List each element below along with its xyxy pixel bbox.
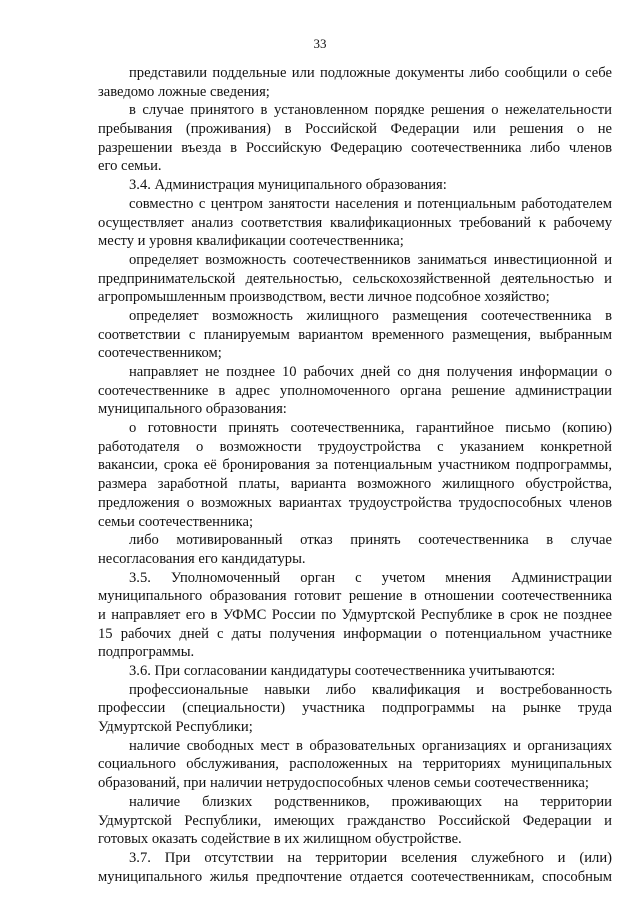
text-line: 3.6. При согласовании кандидатуры соотечественника учитываются: bbox=[129, 663, 556, 679]
text-line: муниципального образования готовит решение в отношении соотечественника bbox=[98, 588, 612, 605]
text-line: 3.4. Администрация муниципального образования: bbox=[129, 177, 447, 194]
text-line: представили поддельные или подложные документы либо сообщили о себе bbox=[129, 65, 612, 81]
text-line: о готовности принять соотечественника, гарантийное письмо (копию) bbox=[129, 420, 612, 437]
text-line: заведомо ложные сведения; bbox=[98, 83, 270, 100]
text-line: пребывания (проживания) в Российской Федерации или решения о не bbox=[98, 121, 612, 138]
text-line: определяет возможность соотечественников заниматься инвестиционной и bbox=[129, 251, 612, 268]
page-number: 33 bbox=[313, 36, 327, 51]
text-line: предпринимательской деятельностью, сельскохозяйственной деятельностью и bbox=[98, 270, 612, 287]
text-line: соответствии с планируемым вариантом временного размещения, выбранным bbox=[98, 326, 612, 343]
text-line: предложения о возможных вариантах трудоустройства трудоспособных членов bbox=[98, 494, 612, 511]
text-line: соотечественником; bbox=[98, 345, 222, 362]
text-line: месту и уровня квалификации соотечественника; bbox=[98, 233, 404, 250]
text-line: Удмуртской Республики, имеющих гражданство Российской Федерации и bbox=[98, 812, 612, 829]
text-line: определяет возможность жилищного размещения соотечественника в bbox=[129, 307, 612, 324]
text-line: вакансии, срока её бронирования за потенциальным участником подпрограммы, bbox=[98, 457, 612, 474]
text-line: наличие близких родственников, проживающих на территории bbox=[129, 793, 612, 810]
text-line: и направляет его в УФМС России по Удмуртской Республике в срок не позднее bbox=[98, 606, 612, 623]
text-line: размера заработной платы, варианта возможного жилищного обустройства, bbox=[98, 476, 612, 493]
text-line: образований, при наличии нетрудоспособных членов семьи соотечественника; bbox=[98, 775, 589, 792]
text-line: работодателя о возможности трудоустройства с указанием конкретной bbox=[98, 438, 612, 455]
text-line: направляет не позднее 10 рабочих дней со дня получения информации о bbox=[129, 364, 612, 380]
text-line: разрешении въезда в Российскую Федерацию соотечественника либо членов bbox=[98, 139, 612, 156]
text-line: наличие свободных мест в образовательных организациях и организациях bbox=[129, 737, 612, 754]
text-line: муниципального образования: bbox=[98, 401, 287, 418]
text-line: либо мотивированный отказ принять соотечественника в случае bbox=[129, 532, 612, 549]
text-line: несогласования его кандидатуры. bbox=[98, 550, 306, 567]
text-line: 15 рабочих дней с даты получения информации о потенциальном участнике bbox=[98, 625, 612, 642]
text-line: профессиональные навыки либо квалификация и востребованность bbox=[129, 681, 612, 698]
document-body bbox=[98, 64, 612, 886]
text-line: в случае принятого в установленном порядке решения о нежелательности bbox=[129, 102, 612, 119]
text-line: совместно с центром занятости населения и потенциальным работодателем bbox=[129, 195, 612, 212]
text-line: муниципального жилья предпочтение отдается соотечественникам, способным bbox=[98, 868, 612, 885]
text-line: Удмуртской Республики; bbox=[98, 719, 253, 736]
text-line: 3.7. При отсутствии на территории вселения служебного и (или) bbox=[129, 849, 612, 866]
text-line: соотечественнике в адрес уполномоченного органа решение администрации bbox=[98, 382, 612, 399]
text-line: семьи соотечественника; bbox=[98, 513, 254, 530]
text-line: его семьи. bbox=[98, 158, 162, 175]
text-line: подпрограммы. bbox=[98, 644, 195, 661]
text-line: социального обслуживания, расположенных на территориях муниципальных bbox=[98, 756, 612, 773]
text-line: осуществляет анализ соответствия квалификационных требований к рабочему bbox=[98, 214, 612, 231]
text-line: профессии (специальности) участника подпрограммы на рынке труда bbox=[98, 700, 612, 717]
text-line: готовых оказать содействие в их жилищном обустройстве. bbox=[98, 831, 462, 848]
text-line: агропромышленным производством, вести личное подсобное хозяйство; bbox=[98, 289, 550, 306]
text-line: 3.5. Уполномоченный орган с учетом мнения Администрации bbox=[129, 569, 612, 586]
